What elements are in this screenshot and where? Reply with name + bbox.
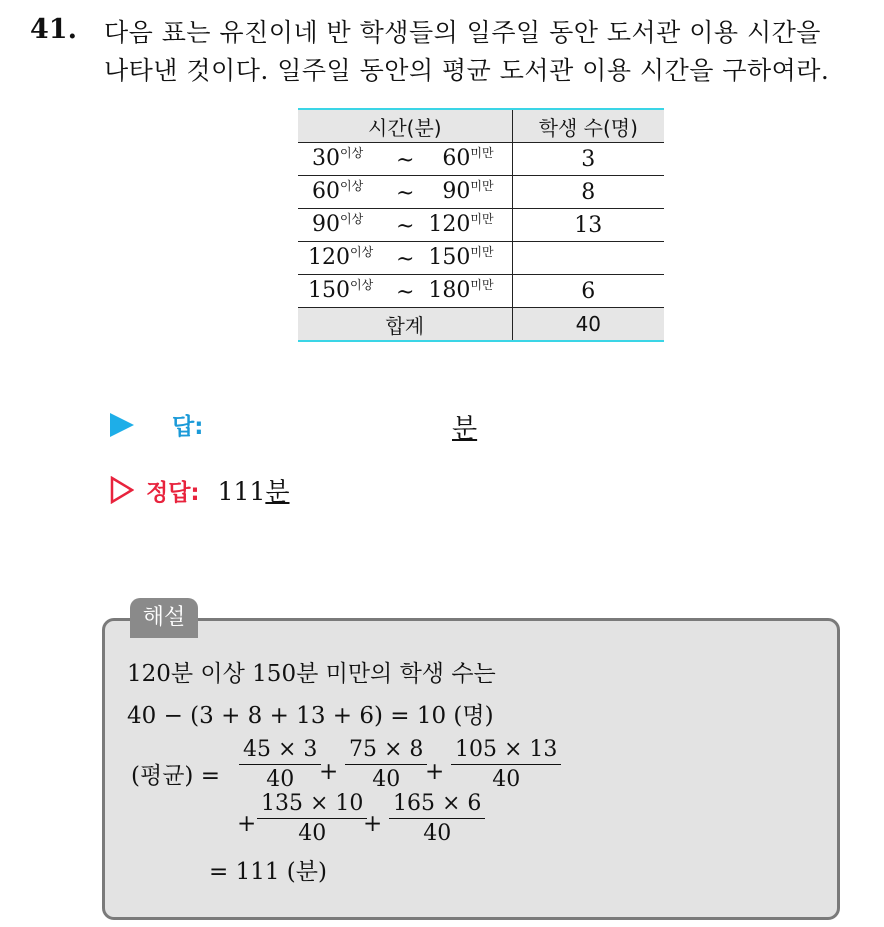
- solution-result: = 111 (분): [209, 859, 327, 885]
- range-cell: $90^{이상}$ ~ $120^{미만}$: [312, 212, 494, 239]
- table-row: [298, 275, 664, 308]
- average-label: (평균) =: [131, 763, 220, 789]
- correct-label: 정답:: [146, 479, 200, 506]
- answer-label: 답:: [172, 414, 204, 440]
- count-cell: 13: [512, 209, 664, 242]
- fraction-3: 105 × 13 40: [451, 737, 561, 792]
- range-cell: $60^{이상}$ ~ $90^{미만}$: [312, 179, 494, 206]
- question-line-1: 다음 표는 유진이네 반 학생들의 일주일 동안 도서관 이용 시간을: [104, 18, 821, 47]
- correct-value: 111분: [217, 477, 290, 506]
- range-cell: $120^{이상}$ ~ $150^{미만}$: [308, 245, 494, 272]
- question-number: 41.: [30, 14, 77, 45]
- solution-tag: 해설: [130, 598, 198, 638]
- outline-triangle-icon: [110, 476, 134, 504]
- count-cell: 6: [512, 275, 664, 308]
- correct-answer-row: [110, 472, 290, 508]
- range-cell: $30^{이상}$ ~ $60^{미만}$: [312, 146, 494, 173]
- total-label: 합계: [298, 308, 512, 342]
- range-cell: $150^{이상}$ ~ $180^{미만}$: [308, 278, 494, 305]
- count-cell: 8: [512, 176, 664, 209]
- filled-triangle-icon: [110, 413, 134, 437]
- solution-box: [102, 618, 840, 920]
- table-row: [298, 209, 664, 242]
- table-header-row: [298, 109, 664, 143]
- answer-row: [110, 408, 203, 441]
- question-text: [104, 14, 874, 90]
- plus-sign: +: [363, 811, 383, 837]
- fraction-2: 75 × 8 40: [345, 737, 427, 792]
- plus-sign: +: [237, 811, 257, 837]
- solution-line-1: 120분 이상 150분 미만의 학생 수는: [127, 661, 496, 687]
- frequency-table: [298, 108, 664, 342]
- header-time: 시간(분): [298, 109, 512, 143]
- table-row: [298, 176, 664, 209]
- count-cell-blank: [512, 242, 664, 275]
- fraction-1: 45 × 3 40: [239, 737, 321, 792]
- header-count: 학생 수(명): [512, 109, 664, 143]
- table-row: [298, 242, 664, 275]
- question-line-2: 나타낸 것이다. 일주일 동안의 평균 도서관 이용 시간을 구하여라.: [104, 56, 830, 85]
- table-total-row: [298, 308, 664, 342]
- fraction-4: 135 × 10 40: [257, 791, 367, 846]
- fraction-5: 165 × 6 40: [389, 791, 485, 846]
- plus-sign: +: [425, 759, 445, 785]
- solution-line-2: 40 − (3 + 8 + 13 + 6) = 10 (명): [127, 703, 494, 729]
- table-row: [298, 143, 664, 176]
- count-cell: 3: [512, 143, 664, 176]
- total-value: 40: [512, 308, 664, 342]
- plus-sign: +: [319, 759, 339, 785]
- answer-unit: 분: [452, 414, 478, 444]
